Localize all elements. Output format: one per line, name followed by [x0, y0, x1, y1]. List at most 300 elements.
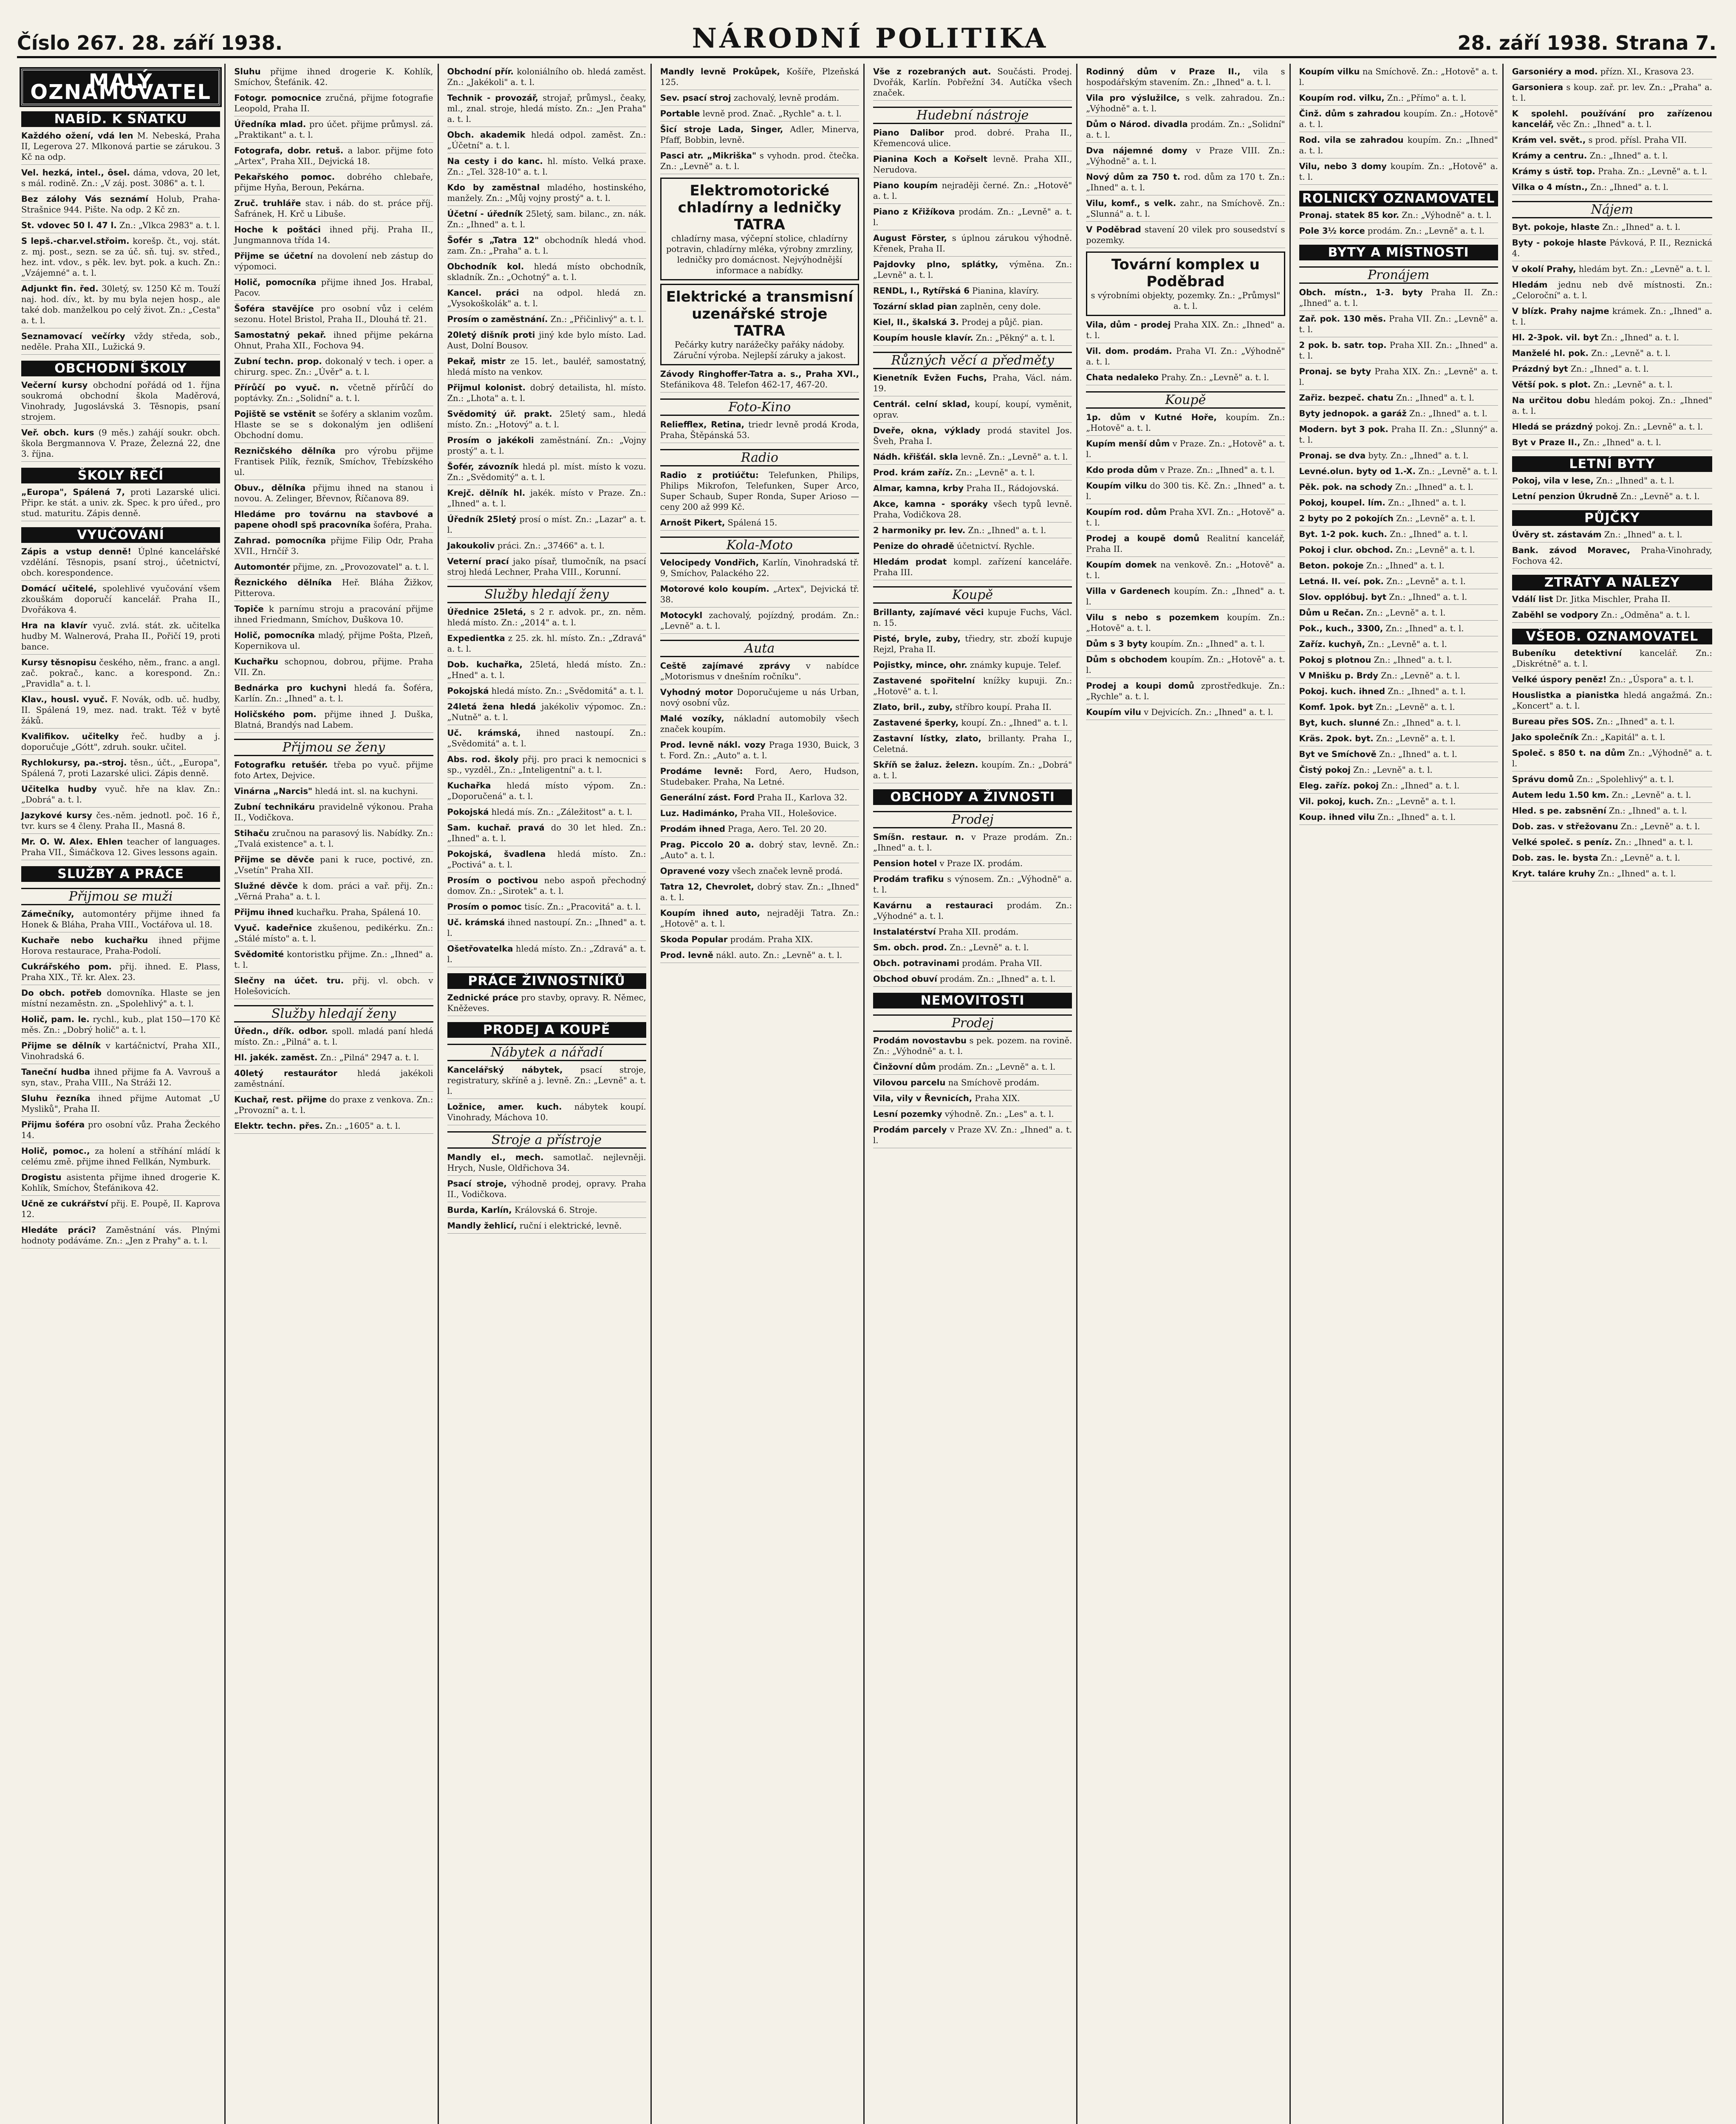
- column-5: [869, 64, 1077, 2124]
- classified-ad: [1299, 393, 1498, 406]
- ad-body: hledá místo obchodník, skladník. Zn.: „Ochotný" a. t. l.: [447, 262, 646, 282]
- ad-headline: Prázdný byt: [1512, 364, 1568, 374]
- classified-ad: [21, 1040, 220, 1064]
- ad-headline: Prodám ihned: [660, 824, 725, 834]
- ad-headline: Byt, kuch. slunné: [1299, 718, 1380, 728]
- ad-headline: Rod. vila se zahradou: [1299, 135, 1404, 145]
- section-heading: Radio: [660, 449, 859, 466]
- ad-headline: Automontér: [234, 562, 290, 572]
- ad-headline: Brillanty, zajímavé věci: [873, 607, 984, 617]
- ad-headline: Pianina Koch a Kořselt: [873, 154, 988, 164]
- ad-headline: August Förster,: [873, 233, 947, 243]
- ad-headline: Vinárna „Narcis": [234, 786, 313, 796]
- ad-headline: Elektr. techn. přes.: [234, 1121, 323, 1131]
- ad-body: zkušenou, pedikérku. Zn.: „Stálé místo" a. t. l.: [234, 923, 433, 943]
- ad-headline: Rezničského dělníka: [234, 446, 336, 456]
- ad-body: v Praze. Zn.: „Ihned" a. t. l.: [1160, 465, 1275, 475]
- ad-body: práci. Zn.: „37466" a. t. l.: [497, 541, 605, 551]
- ad-body: tisíc. Zn.: „Pracovitá" a. t. l.: [524, 902, 641, 912]
- classified-ad: [234, 656, 433, 680]
- ad-body: hledá místo. Zn.: „Poctivá" a. t. l.: [447, 849, 646, 870]
- ad-body: Telefunken, Philips, Philips Mikrofon, Telefunken, Super Arco, Super Schaub, Super Ronda, Super Arioso — ceny 200 až 999 Kč.: [660, 470, 859, 512]
- ad-headline: Zednické práce: [447, 993, 519, 1003]
- classified-ad: [447, 330, 646, 353]
- classified-ad: [660, 713, 859, 737]
- ad-headline: Byt. pokoje, hlaste: [1512, 222, 1600, 232]
- classified-ad: [1512, 716, 1712, 729]
- ad-body: Zn.: „Ihned" a. t. l.: [1395, 482, 1473, 492]
- ad-headline: Prod. levně: [660, 950, 713, 960]
- ad-headline: Generální zást. Ford: [660, 793, 755, 802]
- classified-ad: [1086, 119, 1285, 143]
- ad-body: na odpol. hledá zn. „Vysokoškolák" a. t. l.: [447, 288, 646, 308]
- ad-headline: Pok., kuch., 3300,: [1299, 624, 1383, 633]
- ad-body: byty. Zn.: „Ihned" a. t. l.: [1368, 451, 1469, 460]
- ad-body: v Praze VIII. Zn.: „Výhodně" a. t. l.: [1086, 146, 1285, 166]
- ad-body: s 2 r. advok. pr., zn. něm. hledá místo. Zn.: „2014" a. t. l.: [447, 607, 646, 627]
- classified-ad: [873, 317, 1072, 330]
- section-heading: PRÁCE ŽIVNOSTNÍKŮ: [447, 973, 646, 989]
- ad-body: asistenta přijme ihned drogerie K. Kohlík, Smíchov, Štefánikova 42.: [21, 1172, 221, 1193]
- classified-ad: [234, 446, 433, 480]
- ad-headline: Obch. potravinami: [873, 958, 960, 968]
- ad-body: přijme ihned drogerie K. Kohlík, Smíchov, Štefánik. 42.: [234, 67, 433, 87]
- ad-headline: 2 harmoniky pr. lev.: [873, 525, 966, 535]
- classified-ad: [234, 145, 433, 169]
- ad-body: Zn.: „Ihned" a. t. l.: [1396, 393, 1475, 403]
- classified-ad: [447, 461, 646, 485]
- classified-ad: [234, 1052, 433, 1065]
- ad-body: zahr., na Smíchově. Zn.: „Slunná" a. t. l.: [1086, 198, 1285, 219]
- classified-ad: [1299, 670, 1498, 684]
- ad-headline: Reliefflex, Retina,: [660, 420, 745, 429]
- classified-ad: [873, 541, 1072, 554]
- ad-headline: Eleg. zaříz. pokoj: [1299, 781, 1379, 791]
- ad-body: Praha II., Rádojovská.: [966, 483, 1059, 493]
- classified-ad: [447, 156, 646, 180]
- classified-ad: [873, 66, 1072, 101]
- ad-body: do 300 tis. Kč. Zn.: „Ihned" a. t. l.: [1086, 481, 1285, 501]
- classified-ad: [873, 1062, 1072, 1075]
- classified-ad: [1299, 408, 1498, 421]
- classified-ad: [1086, 586, 1285, 610]
- ad-headline: Veterní prací: [447, 556, 509, 566]
- ad-headline: Vil. dom. prodám.: [1086, 346, 1172, 356]
- ad-headline: Pasci atr. „Mikriška": [660, 151, 757, 161]
- classified-ad: [660, 108, 859, 121]
- ad-headline: Vyhodný motor: [660, 687, 733, 697]
- classified-ad: [1086, 346, 1285, 370]
- classified-ad: [234, 251, 433, 274]
- classified-ad: [873, 180, 1072, 204]
- ad-body: dobrý detailista, hl. místo. Zn.: „Lhota" a. t. l.: [447, 383, 646, 403]
- ad-headline: Villa v Gardenech: [1086, 586, 1171, 596]
- classified-ad: [1512, 690, 1712, 714]
- ad-headline: Bubeníku detektivní: [1512, 648, 1622, 658]
- classified-ad: [447, 235, 646, 259]
- ad-body: Zn.: „Ihned" a. t. l.: [1609, 806, 1687, 816]
- ad-headline: Dům o Národ. divadla: [1086, 119, 1188, 129]
- ad-body: pro účet. přijme průmysl. zá. „Praktikant" a. t. l.: [234, 119, 433, 140]
- classified-ad: [1512, 280, 1712, 303]
- ad-body: se šoféry a sklanim vozům. Hlaste se se s dokonalým jen odlišení Obchodní domu.: [234, 409, 433, 440]
- classified-ad: [21, 1014, 220, 1038]
- ad-body: knížky kupuji. Zn.: „Hotově" a. t. l.: [873, 676, 1072, 696]
- ad-body: Zn.: „Výhodně" a. t. l.: [1402, 210, 1492, 220]
- classified-ad: [447, 943, 646, 967]
- ad-headline: Hl. jakék. zaměst.: [234, 1053, 318, 1062]
- classified-ad: [234, 1121, 433, 1134]
- ad-body: hledá fa. Šoféra, Karlín. Zn.: „Ihned" a. t. l.: [234, 683, 433, 703]
- ad-headline: Vila, vily v Řevnicích,: [873, 1093, 973, 1103]
- ad-headline: Piano Dalibor: [873, 128, 944, 138]
- ad-body: Zn.: „Ihned" a. t. l.: [1604, 530, 1682, 539]
- ad-body: Součásti. Prodej. Dvořák, Karlín. Pobřežní 34. Autíčka všech značek.: [873, 67, 1072, 98]
- ad-body: Zn.: „Ihned" a. t. l.: [1597, 869, 1676, 878]
- ad-headline: Vila pro výslužilce,: [1086, 93, 1180, 103]
- ad-body: výhodně. Zn.: „Les" a. t. l.: [944, 1109, 1054, 1119]
- ad-body: zaplněn, ceny dole.: [960, 302, 1041, 311]
- ad-body: Zn.: „Levně" a. t. l.: [1620, 491, 1700, 501]
- ad-headline: Vil. pokoj, kuch.: [1299, 796, 1374, 806]
- classified-ad: [1299, 366, 1498, 390]
- ad-headline: Dob. zas. le. bysta: [1512, 853, 1598, 863]
- section-heading: BYTY A MÍSTNOSTI: [1299, 245, 1498, 260]
- masthead: [17, 8, 1716, 54]
- classified-ad: [447, 1178, 646, 1202]
- ad-headline: Kuchaře nebo kuchařku: [21, 935, 148, 945]
- classified-ad: [1299, 592, 1498, 605]
- ad-headline: Přírůčí po vyuč. n.: [234, 383, 339, 393]
- classified-ad: [1086, 638, 1285, 652]
- classified-ad: [660, 150, 859, 174]
- ad-headline: Vilu, komf., s velk.: [1086, 198, 1176, 208]
- classified-ad: [21, 1225, 220, 1248]
- ad-headline: Zastavené šperky,: [873, 718, 959, 728]
- ad-body: zprostředkuje. Zn.: „Rychle" a. t. l.: [1086, 681, 1285, 701]
- ad-body: s úplnou zárukou výhodně. Křenek, Praha II.: [873, 233, 1072, 254]
- ad-body: F. Novák, odb. uč. hudby, II. Spálená 19, mez. nad. trakt. Též v bytě žáků.: [21, 695, 221, 726]
- ad-body: Zn.: „Levně" a. t. l.: [1366, 608, 1446, 618]
- ad-body: zachovalý, pojízdný, prodám. Zn.: „Levně" a. t. l.: [660, 610, 859, 631]
- ad-body: Praga 1930, Buick, 3 t. Ford. Zn.: „Auto" a. t. l.: [660, 740, 859, 760]
- ad-body: obchodník hledá vhod. zam. Zn.: „Praha" a. t. l.: [447, 235, 646, 256]
- display-ad-body: Pečárky kutry narážečky pařáky nádoby. Záruční výroba. Nejlepší záruky a jakost.: [673, 340, 846, 360]
- ad-body: pro osobní vůz i celém sezonu. Hotel Bristol, Praha II., Dlouhá tř. 21.: [234, 304, 433, 324]
- ad-headline: Přijme se děvče: [234, 855, 314, 864]
- ad-body: Královská 6. Stroje.: [514, 1205, 597, 1215]
- ad-headline: Prosím o pomoc: [447, 902, 522, 912]
- ad-body: koupím. Zn.: „Hotově" a. t. l.: [1086, 412, 1285, 433]
- ad-headline: Koupím rod. vilku,: [1299, 93, 1385, 103]
- ad-body: ze 15. let., bauléř, samostatný, hledá místo na venkov.: [447, 356, 646, 377]
- ad-headline: Zaběhl se vodpory: [1512, 610, 1598, 620]
- ad-headline: Činž. dům s zahradou: [1299, 109, 1401, 119]
- classified-ad: [447, 659, 646, 683]
- classified-ad: [873, 760, 1072, 783]
- classified-ad: [447, 314, 646, 327]
- ad-body: Zn.: „Ihned" a. t. l.: [1409, 409, 1487, 418]
- ad-body: pravidelně výkonou. Praha II., Vodičkova.: [234, 802, 433, 822]
- ad-body: (9 měs.) zahájí soukr. obch. škola Bergmannova V. Praze, Železná 22, dne 3. října.: [21, 428, 221, 459]
- ad-headline: Krámy a centru.: [1512, 151, 1587, 161]
- classified-ad: [1512, 237, 1712, 261]
- ad-body: v Praze prodám. Zn.: „Ihned" a. t. l.: [873, 832, 1072, 853]
- ad-headline: Fotografa, dobr. retuš.: [234, 146, 344, 155]
- classified-ad: [1512, 166, 1712, 179]
- ad-body: Zn.: „1605" a. t. l.: [325, 1121, 401, 1131]
- classified-ad: [1299, 482, 1498, 495]
- ad-body: prodám. Zn.: „Solidní" a. t. l.: [1086, 119, 1285, 140]
- classified-ad: [873, 525, 1072, 538]
- classified-ad: [1512, 774, 1712, 787]
- ad-body: dáma, vdova, 20 let, s mál. rodině. Zn.: „V záj. post. 3086" a. t. l.: [21, 168, 221, 188]
- ad-headline: Na cesty i do kanc.: [447, 156, 543, 166]
- ad-body: prodám. Praha VII.: [962, 958, 1042, 968]
- ad-body: prosí o míst. Zn.: „Lazar" a. t. l.: [447, 514, 646, 535]
- ad-headline: Dům s obchodem: [1086, 655, 1168, 664]
- classified-ad: [1299, 765, 1498, 778]
- ad-headline: Ložnice, amer. kuch.: [447, 1102, 562, 1112]
- ad-body: prod. dobré. Praha II., Křemencová ulice.: [873, 128, 1072, 148]
- ad-body: koupím. Zn.: „Ihned" a. t. l.: [1299, 135, 1498, 155]
- section-heading: ROLNICKÝ OZNAMOVATEL: [1299, 191, 1498, 206]
- classified-ad: [21, 784, 220, 808]
- ad-headline: Hledám: [1512, 280, 1548, 290]
- ad-headline: Pokojská: [447, 686, 489, 696]
- classified-ad: [873, 399, 1072, 423]
- ad-body: Zn.: „Ihned" a. t. l.: [1602, 222, 1681, 232]
- ad-body: přijmu ihned na stanou i novou. A. Zelinger, Břevnov, Říčanova 89.: [234, 483, 433, 503]
- classified-ad: [21, 331, 220, 355]
- display-ad-title: Tovární komplex u Poděbrad: [1111, 256, 1260, 290]
- ad-headline: Sam. kuchař. pravá: [447, 823, 545, 833]
- classified-ad: [21, 1146, 220, 1169]
- ad-headline: Večerní kursy: [21, 380, 88, 390]
- ad-body: ihned přijme Horova restaurace, Praha-Podolí.: [21, 935, 221, 956]
- ad-headline: Krejč. dělník hl.: [447, 488, 526, 498]
- classified-ad: [234, 119, 433, 143]
- classified-ad: [21, 961, 220, 985]
- classified-ad: [1512, 395, 1712, 419]
- ad-body: jakékoliv výpomoc. Zn.: „Nutně" a. t. l.: [447, 702, 646, 722]
- classified-ad: [1086, 93, 1285, 116]
- classified-ad: [1512, 364, 1712, 377]
- ad-body: do 30 let hled. Zn.: „Ihned" a. t. l.: [447, 823, 646, 843]
- ad-body: koupím. Zn.: „Hotově" a. t. l.: [1299, 109, 1498, 129]
- display-ad: [1086, 251, 1285, 316]
- issue-number: Číslo 267.: [17, 31, 125, 54]
- ad-headline: Piano koupím: [873, 181, 938, 190]
- classified-ad: [447, 917, 646, 941]
- classified-ad: [873, 467, 1072, 480]
- ad-body: Zn.: „Výhodně" a. t. l.: [1512, 748, 1712, 768]
- ad-body: řeč. hudby a j. doporučuje „Gótt", zdruh. soukr. učitel.: [21, 732, 221, 752]
- classified-ad: [234, 409, 433, 443]
- ad-headline: Ceště zajímavé zprávy: [660, 661, 791, 671]
- ad-headline: Levné.olun. byty od 1.-X.: [1299, 466, 1416, 476]
- classified-ad: [21, 1067, 220, 1090]
- ad-headline: Čistý pokoj: [1299, 765, 1351, 775]
- ad-body: Zn.: „Ihned" a. t. l.: [1390, 529, 1468, 539]
- ad-body: nákladní automobily všech značek koupím.: [660, 714, 859, 734]
- ad-headline: Pajdovky plno, splátky,: [873, 260, 998, 269]
- ad-headline: Almar, kamna, krby: [873, 483, 964, 493]
- section-heading: PŮJČKY: [1512, 510, 1712, 526]
- classified-ad: [1086, 507, 1285, 531]
- classified-ad: [873, 675, 1072, 699]
- classified-ad: [1086, 612, 1285, 636]
- ad-body: Praga, Aero. Tel. 20 20.: [728, 824, 827, 834]
- ad-headline: Vila, dům - prodej: [1086, 320, 1171, 330]
- classified-ad: [660, 93, 859, 106]
- ad-body: Zn.: „Levně" a. t. l.: [1375, 702, 1455, 712]
- classified-ad: [660, 66, 859, 90]
- ad-headline: Krám vel. svět.,: [1512, 135, 1586, 145]
- ad-headline: Koupím vilku: [1086, 481, 1147, 491]
- ad-body: zaměstnání. Zn.: „Vojny prostý" a. t. l.: [447, 435, 646, 456]
- ad-headline: Kienetník Evžen Fuchs,: [873, 373, 987, 383]
- ad-headline: Pronaj. se byty: [1299, 367, 1371, 376]
- ad-body: spolehlivé vyučování všem zkouškám doporučí kancelář. Praha II., Dvořákova 4.: [21, 584, 221, 615]
- column-8: [1508, 64, 1716, 2124]
- classified-ad: [1299, 560, 1498, 573]
- ad-body: Zn.: „Levně" a. t. l.: [1368, 639, 1447, 649]
- classified-ad: [1086, 198, 1285, 222]
- classified-ad: [873, 373, 1072, 396]
- ad-body: na venkově. Zn.: „Hotově" a. t. l.: [1086, 560, 1285, 580]
- ad-body: hledá pl. míst. místo k vozu. Zn.: „Svědomitý" a. t. l.: [447, 462, 646, 482]
- ad-headline: Vše z rozebraných aut.: [873, 67, 991, 76]
- ad-headline: Sluhu: [234, 67, 261, 76]
- classified-ad: [1512, 853, 1712, 866]
- masthead-rule: [17, 56, 1716, 58]
- ad-headline: Pokoj i clur. obchod.: [1299, 545, 1393, 555]
- classified-ad: [1299, 639, 1498, 652]
- ad-body: Heř. Bláha Žižkov, Pitterova.: [234, 578, 433, 598]
- classified-ad: [234, 535, 433, 559]
- ad-body: Doporučujeme u nás Urban, nový osobní vůz.: [660, 687, 859, 708]
- classified-ad: [1299, 66, 1498, 90]
- ad-headline: Kursy těsnopisu: [21, 658, 97, 667]
- classified-ad: [1299, 93, 1498, 106]
- ad-headline: Nádh. křišťál. skla: [873, 452, 958, 462]
- ad-headline: Prodej a koupi domů: [1086, 681, 1195, 691]
- ad-body: v Praze. Zn.: „Hotově" a. t. l.: [1086, 439, 1285, 459]
- ad-body: Zn.: „Ihned" a. t. l.: [1374, 655, 1452, 665]
- classified-ad: [1086, 438, 1285, 462]
- ad-body: českého, něm., franc. a angl. zač. pokrač., kanc. a korespond. Zn.: „Pravidla" a. t. l.: [21, 658, 221, 689]
- ad-headline: Zastavní lístky, zlato,: [873, 734, 981, 743]
- classified-ad: [1299, 161, 1498, 185]
- classified-ad: [873, 1124, 1072, 1148]
- ad-headline: Domácí učitelé,: [21, 584, 97, 593]
- ad-body: hl. místo. Velká praxe. Zn.: „Tel. 328-10" a. t. l.: [447, 156, 646, 177]
- ad-headline: Koupím ihned auto,: [660, 908, 761, 918]
- classified-ad: [1299, 733, 1498, 746]
- ad-body: rychl., kub., plat 150—170 Kč měs. Zn.: „Dobrý holič" a. t. l.: [21, 1014, 221, 1035]
- ad-headline: Seznamovací večírky: [21, 331, 125, 341]
- ad-body: do praxe z venkova. Zn.: „Provozní" a. t. l.: [234, 1095, 433, 1115]
- ad-headline: Pisté, bryle, zuby,: [873, 634, 961, 644]
- ad-body: levně. Praha XII., Nerudova.: [873, 154, 1072, 175]
- ad-body: proti Lazarské ulici. Připr. ke stát. a univ. zk. Spec. k pro úřed., pro stud. maturitu. Zápis denně.: [21, 487, 221, 518]
- ad-headline: Svědomité: [234, 949, 284, 959]
- display-ad-body: chladírny masa, výčepní stolice, chladírny potravin, chladírny mléka, výrobny zmrzliny, ledničky pro domácnost. Nejvýhodnější informace a nabídky.: [666, 234, 853, 275]
- classified-ad: [873, 1035, 1072, 1059]
- ad-body: Pávková, P. II., Reznická 4.: [1512, 238, 1712, 258]
- ad-body: schopnou, dobrou, přijme. Praha VII. Zn.: [234, 657, 433, 677]
- classified-ad: [660, 766, 859, 790]
- classified-ad: [873, 556, 1072, 580]
- section-heading: Koupě: [1086, 391, 1285, 409]
- ad-headline: Šoféra stavějíce: [234, 304, 314, 314]
- classified-ad: [234, 172, 433, 195]
- ad-body: s velk. zahradou. Zn.: „Výhodně" a. t. l.: [1086, 93, 1285, 113]
- ad-body: pro osobní vůz. Praha Žeckého 14.: [21, 1120, 221, 1140]
- classified-ad: [873, 717, 1072, 731]
- section-banner: MALÝ OZNAMOVATEL: [21, 69, 220, 105]
- ad-headline: Hledáte práci?: [21, 1225, 96, 1235]
- classified-ad: [1086, 412, 1285, 436]
- ad-body: Praha, Václ. nám. 19.: [873, 373, 1072, 393]
- classified-ad: [873, 942, 1072, 955]
- ad-headline: Penize do ohradě: [873, 541, 954, 551]
- classified-ad: [21, 1119, 220, 1143]
- ad-headline: Hledá se prázdný: [1512, 422, 1593, 432]
- classified-ad: [447, 633, 646, 657]
- classified-ad: [1512, 805, 1712, 819]
- classified-ad: [1299, 450, 1498, 463]
- section-heading: Koupě: [873, 586, 1072, 604]
- section-heading: OBCHODY A ŽIVNOSTI: [873, 789, 1072, 805]
- ad-body: korešp. čt., voj. stát. z. mj. post., sezn. se za úč. sň. tuj. sv. střed., hez. int. vdov., s pěk. lev. byt. pok. a kuch. Zn.: „Vzájemné" a. t. l.: [21, 236, 221, 278]
- ad-headline: Malé vozíky,: [660, 714, 724, 723]
- section-heading: Nájem: [1512, 201, 1712, 218]
- ad-headline: Jazykové kursy: [21, 811, 92, 820]
- ad-headline: Holič, pomocníka: [234, 630, 315, 640]
- ad-headline: Burda, Karlín,: [447, 1205, 512, 1215]
- ad-body: Zn.: „Odměna" a. t. l.: [1601, 610, 1690, 620]
- classified-ad: [873, 858, 1072, 871]
- column-7: [1295, 64, 1504, 2124]
- ad-headline: Obch. místn., 1-3. byty: [1299, 288, 1423, 297]
- classified-ad: [1299, 466, 1498, 479]
- ad-headline: Vdálí list: [1512, 594, 1553, 604]
- ad-body: Zn.: „Levně" a. t. l.: [1600, 853, 1680, 863]
- classified-ad: [1086, 319, 1285, 343]
- section-heading: Prodej: [873, 811, 1072, 828]
- ad-headline: Topiče: [234, 604, 264, 614]
- classified-ad: [660, 517, 859, 531]
- ad-body: Zn.: „Levně" a. t. l.: [1620, 822, 1700, 831]
- classified-ad: [447, 130, 646, 153]
- classified-ad: [873, 974, 1072, 987]
- classified-ad: [873, 127, 1072, 151]
- classified-ad: [1086, 654, 1285, 678]
- ad-body: ihned přij. Praha II., Jungmannova třída 14.: [234, 225, 433, 245]
- ad-headline: Vel. hezká, intel., ôsel.: [21, 168, 130, 178]
- classified-ad: [1512, 868, 1712, 881]
- ad-body: koupí, koupí, vyměnit, oprav.: [873, 399, 1072, 420]
- column-1: [17, 64, 226, 2124]
- classified-ad: [1512, 837, 1712, 850]
- section-heading: Stroje a přístroje: [447, 1131, 646, 1149]
- ad-headline: Prodám parcely: [873, 1125, 947, 1135]
- classified-ad: [660, 950, 859, 963]
- ad-headline: Prod. krám zaříz.: [873, 468, 953, 477]
- ad-body: Úplné kancelářské vzdělání. Těsnopis, psaní stroj., účetnictví, obch. korespondence.: [21, 547, 221, 578]
